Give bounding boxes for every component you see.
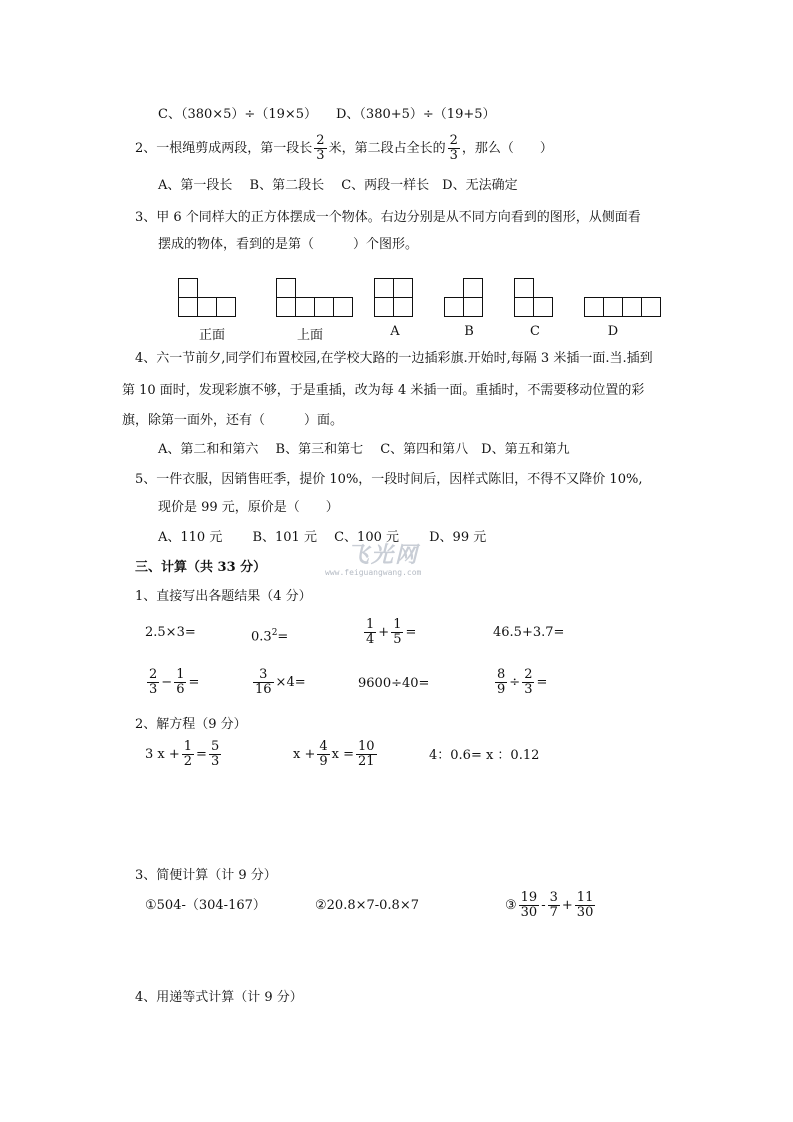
q2-post: ，那么（ ） [461,141,553,156]
simplify-c: ③ $\frac{19}{30}$ - $\frac{3}{7}$ + $\frac{11}{30}$ [505,890,594,920]
p1-item-e: $\frac{2}{3}$ − $\frac{1}{6}$ = [149,667,200,697]
part1-title: 1、直接写出各题结果（4 分） [135,589,312,604]
q4-line1: 4、六一节前夕,同学们布置校园,在学校大路的一边插彩旗.开始时,每隔 3 米插一面.当.插到 [135,351,653,366]
label-front: 正面 [198,328,225,343]
q5-options: A、110 元 B、101 元 C、100 元 D、99 元 [158,530,487,545]
q3-line1: 3、甲 6 个同样大的正方体摆成一个物体。右边分别是从不同方向看到的图形，从侧面看 [135,210,641,225]
watermark-url: www.feiguangwang.com [325,568,422,577]
watermark-title: 飞光网 [347,542,420,568]
label-top: 上面 [296,328,323,343]
q3-line2: 摆成的物体，看到的是第（ ）个图形。 [158,237,419,252]
label-a: A [390,324,400,339]
p1-item-f: $\frac{3}{16}$ ×4= [255,667,306,697]
simplify-a: ①504-（304-167） [145,898,266,913]
simplify-b: ②20.8×7-0.8×7 [315,898,419,913]
part4-title: 4、用递等式计算（计 9 分） [135,990,303,1005]
q4-line3: 旗，除第一面外，还有（ ）面。 [122,413,344,428]
q2-fraction-2: $\frac{2}{3}$ [449,133,458,163]
equation-3: 4：0.6= x ：0.12 [429,748,540,763]
label-c: C [530,324,540,339]
p1-item-d: 46.5+3.7= [493,625,565,640]
label-b: B [464,324,474,339]
equation-2: x + $\frac{4}{9}$ x = $\frac{10}{21}$ [293,739,375,769]
q2-stem [135,134,553,164]
p1-item-g: 9600÷40= [358,676,430,691]
q1-option-c: C、（380×5）÷（19×5） [158,107,318,122]
q2-mid: 米，第二段占全长的 [328,141,446,156]
p1-item-c: $\frac{1}{4}$ + $\frac{1}{5}$ = [366,617,417,647]
q2-pre: 2、一根绳剪成两段，第一段长 [135,141,313,156]
watermark-logo [325,538,465,588]
p1-item-a: 2.5×3= [145,625,196,640]
q1-option-d: D、（380+5）÷（19+5） [336,107,496,122]
label-d: D [607,324,619,339]
part3-title: 3、简便计算（计 9 分） [135,868,277,883]
p1-item-b: $0.3^2=$ [251,628,289,645]
equation-1: 3 x + $\frac{1}{2}$ = $\frac{5}{3}$ [145,739,220,769]
p1-item-h: $\frac{8}{9}$ ÷ $\frac{2}{3}$ = [497,667,548,697]
q2-options: A、第一段长 B、第二段长 C、两段一样长 D、无法确定 [158,178,518,193]
part2-title: 2、解方程（9 分） [135,717,247,732]
q2-fraction-1: $\frac{2}{3}$ [316,133,325,163]
q5-line1: 5、一件衣服，因销售旺季，提价 10%，一段时间后，因样式陈旧，不得不又降价 10%, [135,472,643,487]
section-3-title: 三、计算（共 33 分） [135,560,267,575]
q4-options: A、第二和和第六 B、第三和第七 C、第四和第八 D、第五和第九 [158,442,570,457]
q4-line2: 第 10 面时，发现彩旗不够，于是重插，改为每 4 米插一面。重插时，不需要移动位置的彩 [122,383,645,398]
q5-line2: 现价是 99 元，原价是（ ） [158,500,339,515]
